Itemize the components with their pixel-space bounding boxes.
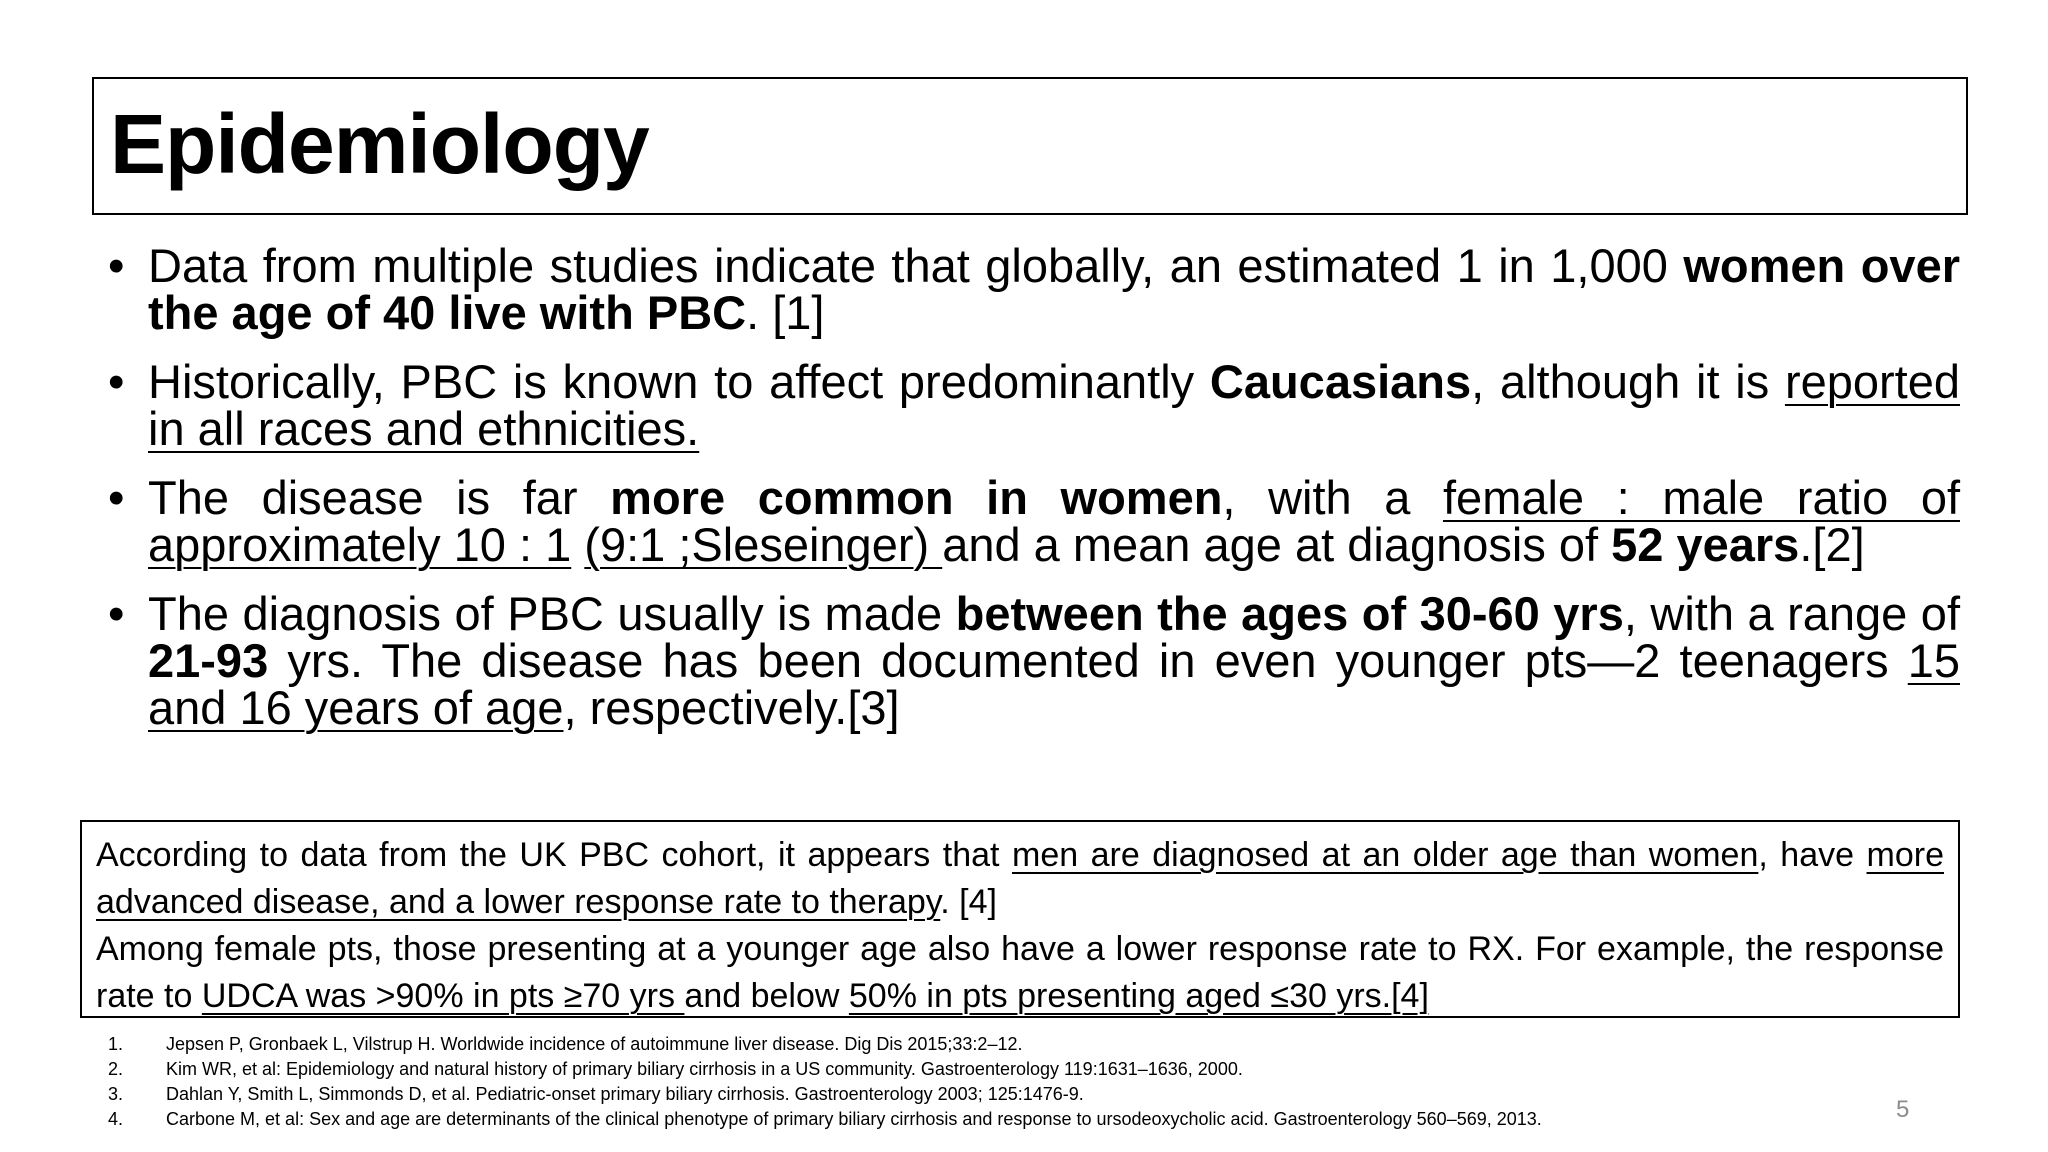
bullet-item bbox=[108, 471, 1961, 571]
text-segment: and below bbox=[684, 977, 849, 1015]
uk-pbc-cohort-box bbox=[80, 820, 1960, 1018]
text-segment: .[2] bbox=[1799, 518, 1865, 571]
text-segment: , with a range of bbox=[1623, 587, 1961, 640]
text-segment: Data from multiple studies indicate that globally, an estimated 1 in 1,000 bbox=[148, 239, 1684, 292]
page-number: 5 bbox=[1896, 1096, 1910, 1123]
text-segment: yrs. The disease has been documented in even younger pts—2 teenagers bbox=[268, 634, 1908, 687]
bullet-text bbox=[148, 239, 1960, 339]
text-segment: Among female pts, those presenting at a younger age also have a lower response rate to RX. For example, the response rate to bbox=[96, 930, 1944, 1015]
reference-item bbox=[108, 1032, 1808, 1057]
text-segment: Caucasians bbox=[1209, 355, 1472, 408]
text-segment: UDCA was >90% in pts ≥70 yrs bbox=[201, 977, 685, 1015]
bullet-dot-icon: • bbox=[108, 587, 125, 640]
text-segment: more advanced disease, and a lower response rate to therapy bbox=[96, 836, 1944, 921]
reference-number: 4. bbox=[108, 1109, 124, 1129]
text-segment: Historically, PBC is known to affect predominantly bbox=[148, 355, 1210, 408]
text-segment: 21-93 bbox=[148, 634, 269, 687]
bullet-list bbox=[108, 239, 1961, 753]
reference-text: Dahlan Y, Smith L, Simmonds D, et al. Pediatric-onset primary biliary cirrhosis. Gastroenterology 2003; 125:1476-9. bbox=[166, 1084, 1084, 1104]
bullet-dot-icon: • bbox=[108, 471, 125, 524]
text-segment: The disease is far bbox=[148, 471, 611, 524]
text-segment: , respectively.[3] bbox=[563, 681, 900, 734]
text-segment: The diagnosis of PBC usually is made bbox=[148, 587, 956, 640]
reference-text: Jepsen P, Gronbaek L, Vilstrup H. Worldwide incidence of autoimmune liver disease. Dig Dis 2015;33:2–12. bbox=[166, 1034, 1023, 1054]
text-segment bbox=[571, 518, 584, 571]
bullet-dot-icon: • bbox=[108, 239, 125, 292]
reference-text: Carbone M, et al: Sex and age are determinants of the clinical phenotype of primary biliary cirrhosis and response to ursodeoxycholic acid. Gastroenterology 560–569, 2013. bbox=[166, 1109, 1542, 1129]
reference-number: 3. bbox=[108, 1084, 124, 1104]
text-segment: 50% in pts presenting aged ≤30 yrs.[4] bbox=[848, 977, 1429, 1015]
text-segment: 15 and 16 years of age bbox=[148, 634, 1960, 734]
text-segment: female : male ratio of approximately 10 : 1 bbox=[148, 471, 1961, 571]
text-segment: men are diagnosed at an older age than women bbox=[1012, 836, 1759, 874]
bullet-item bbox=[108, 355, 1960, 455]
text-segment: , have bbox=[1758, 836, 1867, 874]
reference-item bbox=[108, 1057, 1808, 1082]
bullet-text bbox=[148, 471, 1960, 571]
reference-number: 2. bbox=[108, 1059, 124, 1079]
slide-title: Epidemiology bbox=[110, 97, 649, 191]
reference-number: 1. bbox=[108, 1034, 124, 1054]
text-segment: reported in all races and ethnicities. bbox=[148, 355, 1960, 455]
text-segment: (9:1 ;Sleseinger) bbox=[584, 518, 943, 571]
text-segment: , although it is bbox=[1471, 355, 1785, 408]
text-segment: and a mean age at diagnosis of bbox=[942, 518, 1612, 571]
reference-item bbox=[108, 1082, 1808, 1107]
text-segment: 52 years bbox=[1611, 518, 1800, 571]
info-paragraph bbox=[96, 926, 1944, 1020]
text-segment: more common in women bbox=[610, 471, 1223, 524]
title-box bbox=[92, 77, 1968, 215]
bullet-item bbox=[108, 587, 1961, 734]
reference-list bbox=[108, 1032, 1808, 1132]
reference-text: Kim WR, et al: Epidemiology and natural history of primary biliary cirrhosis in a US community. Gastroenterology 119:1631–1636, 2000. bbox=[166, 1059, 1243, 1079]
bullet-text bbox=[148, 355, 1960, 455]
bullet-dot-icon: • bbox=[108, 355, 125, 408]
text-segment: . [1] bbox=[746, 286, 825, 339]
text-segment: , with a bbox=[1222, 471, 1443, 524]
bullet-text bbox=[148, 587, 1960, 734]
info-paragraph bbox=[96, 832, 1944, 926]
text-segment: According to data from the UK PBC cohort, it appears that bbox=[96, 836, 1012, 874]
reference-item bbox=[108, 1107, 1808, 1132]
bullet-item bbox=[108, 239, 1961, 339]
text-segment: . [4] bbox=[940, 883, 997, 921]
text-segment: between the ages of 30-60 yrs bbox=[955, 587, 1624, 640]
text-segment: women over the age of 40 live with PBC bbox=[148, 239, 1961, 339]
